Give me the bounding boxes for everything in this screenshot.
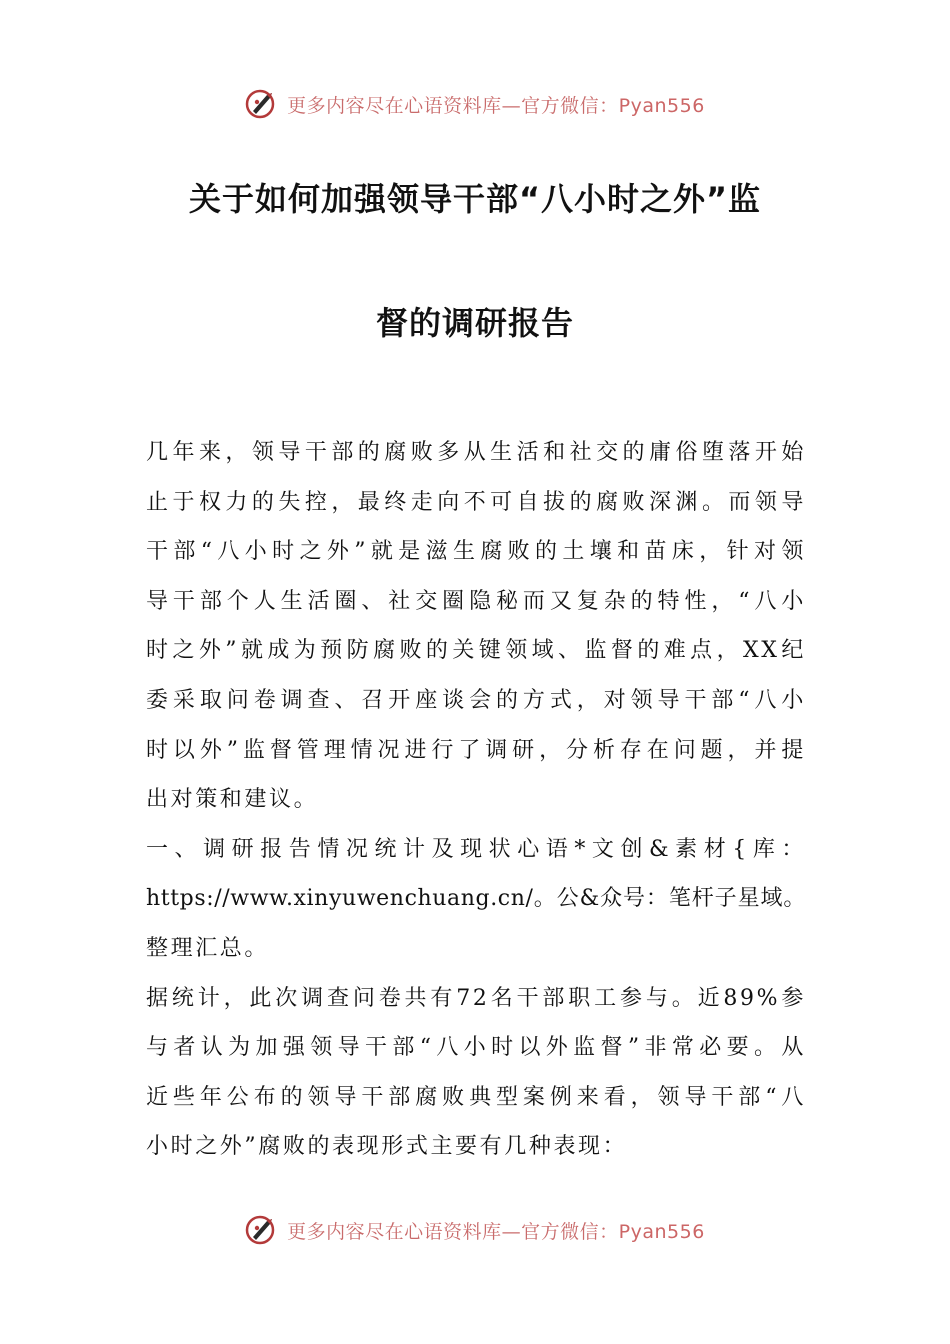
document-body <box>146 428 806 1172</box>
paragraph-intro <box>146 428 806 825</box>
text-line: 委采取问卷调查、召开座谈会的方式，对领导干部“八小 <box>146 687 806 713</box>
text-line: 干部“八小时之外”就是滋生腐败的土壤和苗床，针对领 <box>146 539 806 565</box>
text-line: 整理汇总。 <box>146 935 270 961</box>
pen-nib-logo-icon <box>245 1213 279 1247</box>
footer-banner-wechat: Pyan556 <box>618 1220 705 1243</box>
header-banner-text <box>287 91 705 118</box>
footer-banner-label: 更多内容尽在心语资料库—官方微信： <box>287 1220 619 1243</box>
text-line: https://www.xinyuwenchuang.cn/。公&众号：笔杆子星域。 <box>146 886 806 912</box>
text-line: 与者认为加强领导干部“八小时以外监督”非常必要。从 <box>146 1035 806 1061</box>
header-banner-wechat: Pyan556 <box>618 94 705 117</box>
text-line: 时以外”监督管理情况进行了调研，分析存在问题，并提 <box>146 737 806 763</box>
text-line: 小时之外”腐败的表现形式主要有几种表现： <box>146 1134 628 1160</box>
header-banner <box>0 84 950 124</box>
text-line: 近些年公布的领导干部腐败典型案例来看，领导干部“八 <box>146 1084 806 1110</box>
text-line: 时之外”就成为预防腐败的关键领域、监督的难点，XX纪 <box>146 638 806 664</box>
document-title-line-2: 督的调研报告 <box>375 304 574 342</box>
text-line: 止于权力的失控，最终走向不可自拔的腐败深渊。而领导 <box>146 489 806 515</box>
header-banner-label: 更多内容尽在心语资料库—官方微信： <box>287 94 619 117</box>
document-title-line-1: 关于如何加强领导干部“八小时之外”监 <box>188 180 762 218</box>
text-line: 出对策和建议。 <box>146 787 319 813</box>
footer-banner <box>0 1210 950 1250</box>
paragraph-section-1-heading <box>146 825 806 974</box>
text-line: 几年来，领导干部的腐败多从生活和社交的庸俗堕落开始 <box>146 440 806 465</box>
text-line: 一、调研报告情况统计及现状心语*文创&素材{库： <box>146 836 806 862</box>
footer-banner-text <box>287 1217 705 1244</box>
pen-nib-logo-icon <box>245 87 279 121</box>
paragraph-statistics <box>146 974 806 1172</box>
text-line: 导干部个人生活圈、社交圈隐秘而又复杂的特性，“八小 <box>146 588 806 614</box>
text-line: 据统计，此次调查问卷共有72名干部职工参与。近89%参 <box>146 985 806 1011</box>
